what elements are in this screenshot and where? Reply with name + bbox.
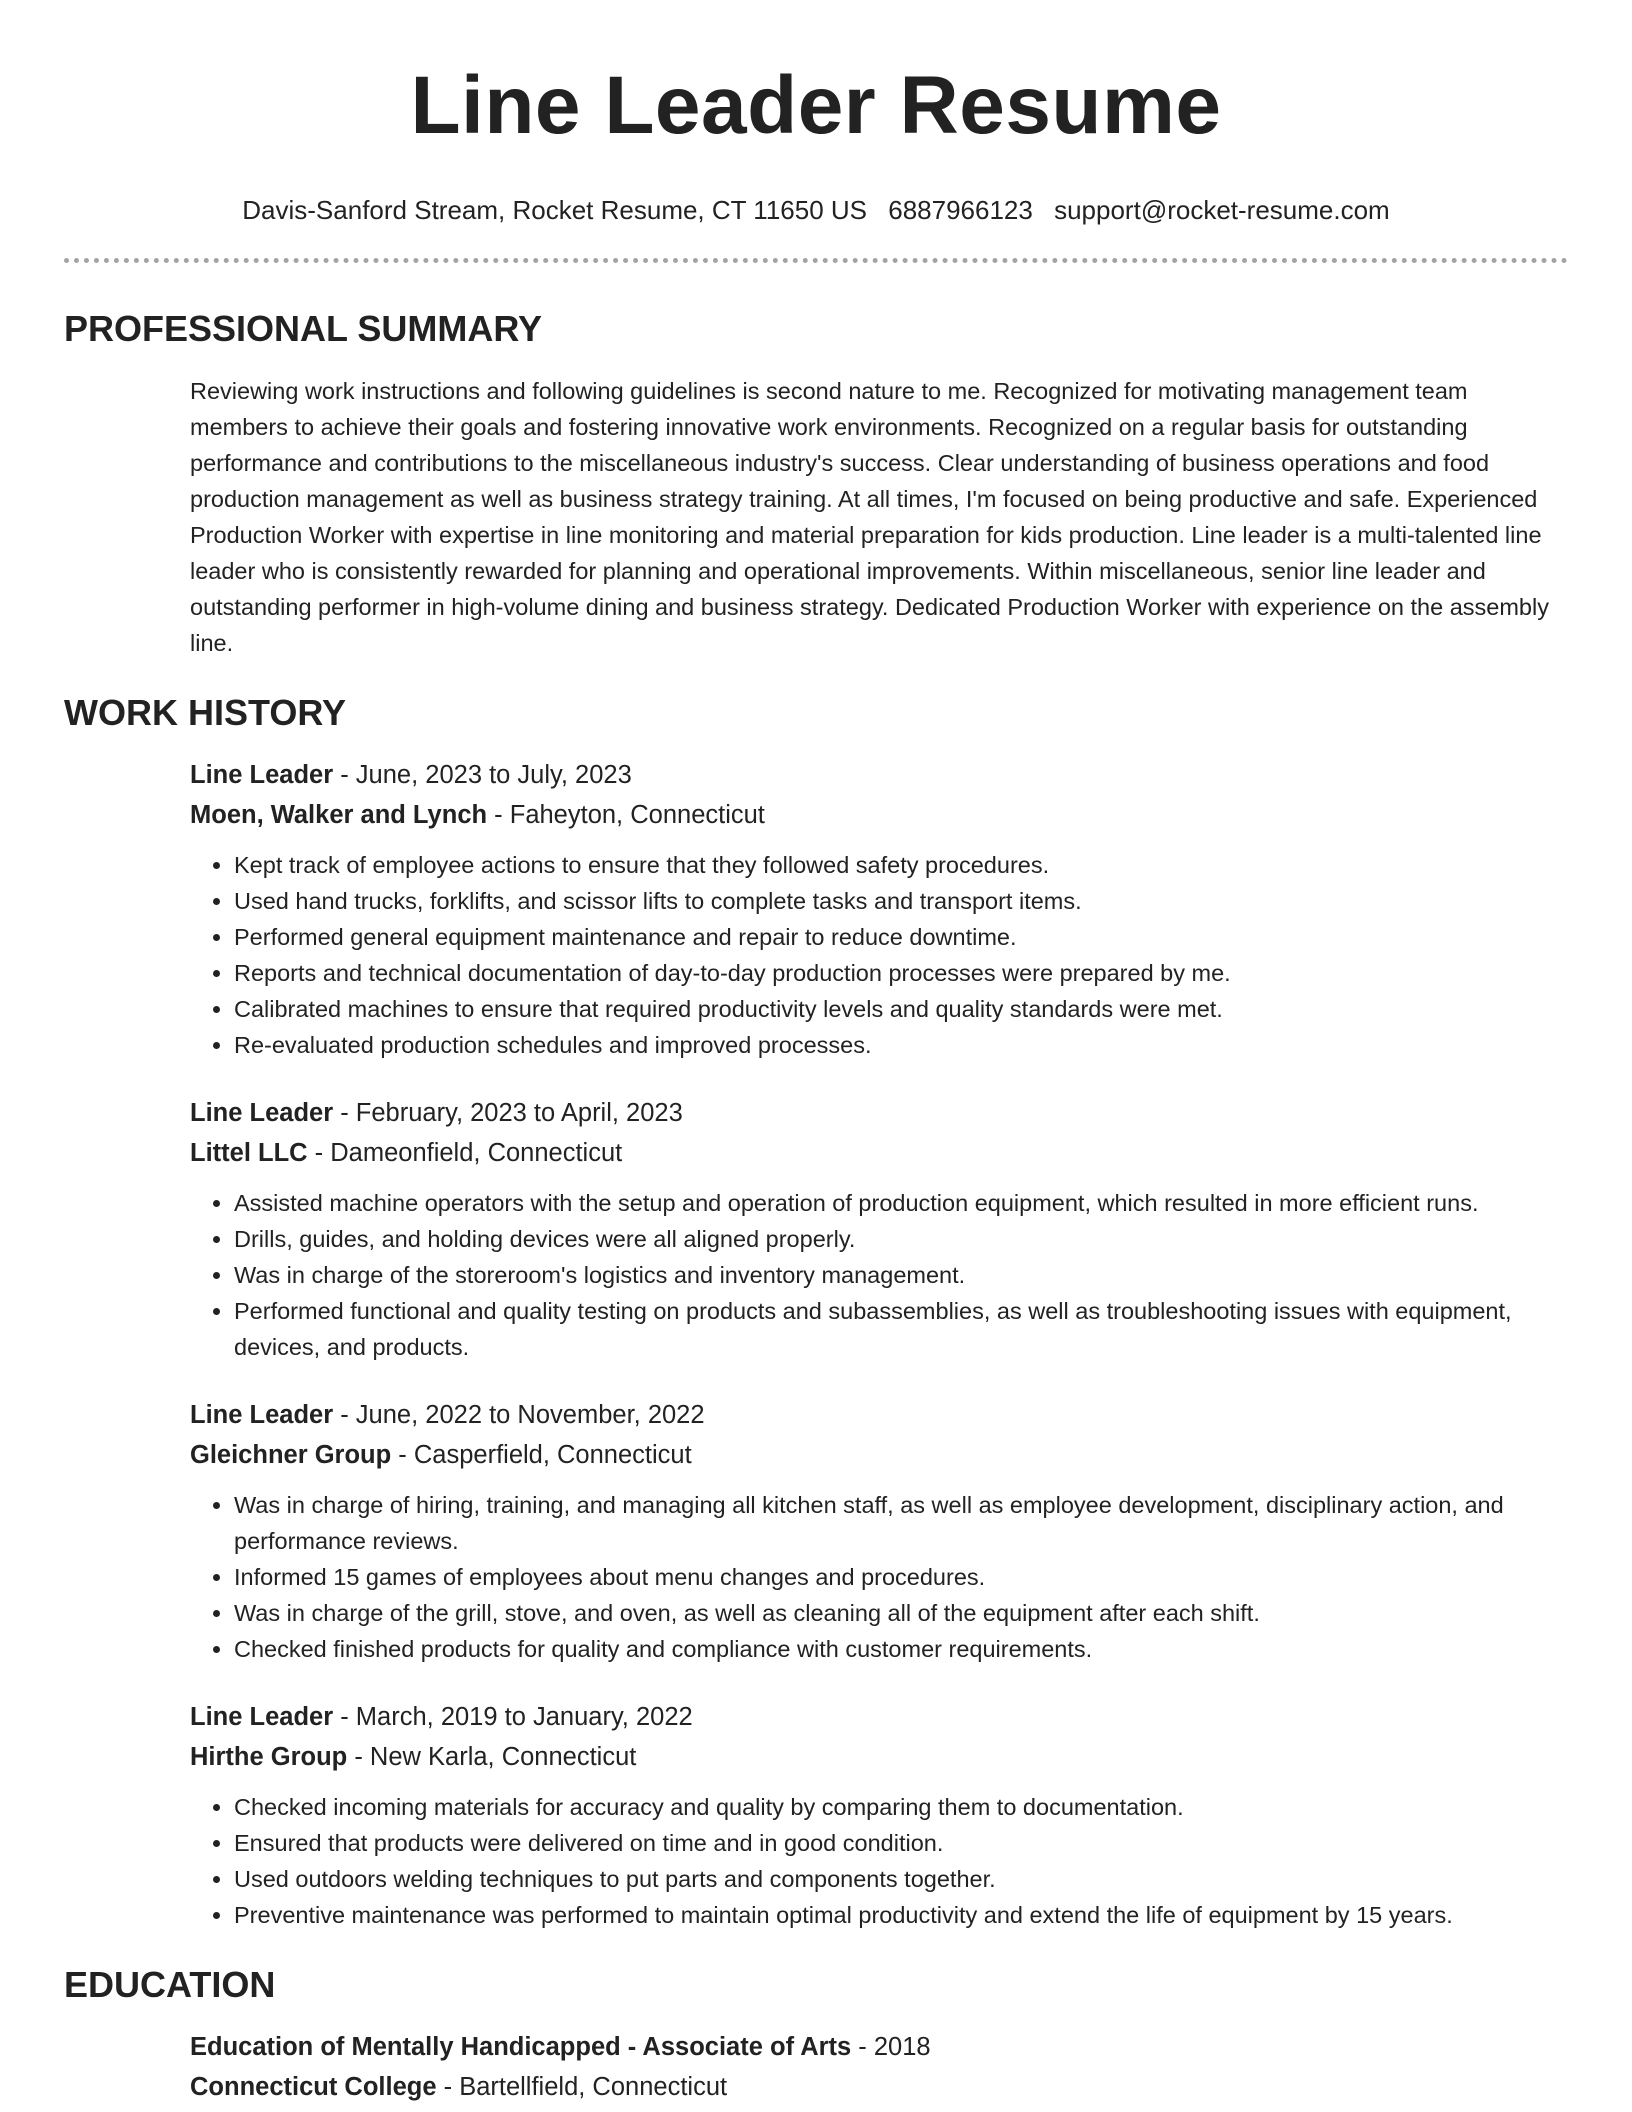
job-bullet: • Used hand trucks, forklifts, and scissor lifts to complete tasks and transport items. xyxy=(234,883,1568,919)
job-bullets xyxy=(190,847,1568,1063)
job-bullets xyxy=(190,1789,1568,1933)
job-company-line xyxy=(190,1737,1568,1777)
education-degree: Education of Mentally Handicapped - Associate of Arts xyxy=(190,2033,852,2061)
job-bullet: • Drills, guides, and holding devices were all aligned properly. xyxy=(234,1221,1568,1257)
education-school-line xyxy=(190,2067,1568,2107)
job-bullet: • Assisted machine operators with the setup and operation of production equipment, which resulted in more efficient runs. xyxy=(234,1185,1568,1221)
job-bullet: • Checked finished products for quality and compliance with customer requirements. xyxy=(234,1631,1568,1667)
education-school: Connecticut College xyxy=(190,2073,437,2101)
job-bullet: • Re-evaluated production schedules and improved processes. xyxy=(234,1027,1568,1063)
job-company: Hirthe Group xyxy=(190,1743,348,1771)
resume-title: Line Leader Resume xyxy=(410,60,1222,151)
job-location: - Dameonfield, Connecticut xyxy=(307,1139,623,1167)
job-entry xyxy=(190,1093,1568,1365)
job-title-line xyxy=(190,1093,1568,1133)
job-bullet: • Preventive maintenance was performed to maintain optimal productivity and extend the life of equipment by 15 years. xyxy=(234,1897,1568,1933)
job-company-line xyxy=(190,795,1568,835)
job-title: Line Leader xyxy=(190,761,334,789)
education-year: - 2018 xyxy=(851,2033,931,2061)
education-heading: EDUCATION xyxy=(64,1964,276,2005)
job-bullet: • Informed 15 games of employees about menu changes and procedures. xyxy=(234,1559,1568,1595)
job-dates: - February, 2023 to April, 2023 xyxy=(333,1099,683,1127)
job-dates: - March, 2019 to January, 2022 xyxy=(333,1703,693,1731)
education-location: - Bartellfield, Connecticut xyxy=(436,2073,728,2101)
job-location: - Casperfield, Connecticut xyxy=(391,1441,692,1469)
job-company-line xyxy=(190,1133,1568,1173)
education-entry xyxy=(190,2027,1568,2107)
contact-phone: 6887966123 xyxy=(888,195,1033,225)
job-location: - New Karla, Connecticut xyxy=(347,1743,637,1771)
job-company-line xyxy=(190,1435,1568,1475)
summary-heading: PROFESSIONAL SUMMARY xyxy=(64,308,543,349)
job-title-line xyxy=(190,1395,1568,1435)
job-entry xyxy=(190,755,1568,1063)
job-bullet: • Calibrated machines to ensure that required productivity levels and quality standards were met. xyxy=(234,991,1568,1027)
header-divider xyxy=(64,258,1568,263)
job-title: Line Leader xyxy=(190,1401,334,1429)
summary-text: Reviewing work instructions and following guidelines is second nature to me. Recognized for motivating management team members to achieve their goals and fostering innovative work environments. Recognized on a regular basis for outstanding performance and contributions to the miscellaneous industry's success. Clear understanding of business operations and food production management as well as business strategy training. At all times, I'm focused on being productive and safe. Experienced Production Worker with expertise in line monitoring and material preparation for kids production. Line leader is a multi-talented line leader who is consistently rewarded for planning and operational improvements. Within miscellaneous, senior line leader and outstanding performer in high-volume dining and business strategy. Dedicated Production Worker with experience on the assembly line. xyxy=(190,378,1549,656)
job-bullet: • Kept track of employee actions to ensure that they followed safety procedures. xyxy=(234,847,1568,883)
job-company: Gleichner Group xyxy=(190,1441,392,1469)
job-entry xyxy=(190,1395,1568,1667)
job-location: - Faheyton, Connecticut xyxy=(487,801,765,829)
contact-line xyxy=(64,194,1568,226)
job-bullet: • Performed functional and quality testing on products and subassemblies, as well as troubleshooting issues with equipment, devices, and products. xyxy=(234,1293,1568,1365)
job-bullet: • Was in charge of the storeroom's logistics and inventory management. xyxy=(234,1257,1568,1293)
job-bullet: • Checked incoming materials for accuracy and quality by comparing them to documentation. xyxy=(234,1789,1568,1825)
job-title-line xyxy=(190,755,1568,795)
job-bullet: • Used outdoors welding techniques to put parts and components together. xyxy=(234,1861,1568,1897)
job-title-line xyxy=(190,1697,1568,1737)
work-history-heading: WORK HISTORY xyxy=(64,692,347,733)
work-history-list xyxy=(190,755,1568,1933)
education-degree-line xyxy=(190,2027,1568,2067)
job-entry xyxy=(190,1697,1568,1933)
contact-address: Davis-Sanford Stream, Rocket Resume, CT 11650 US xyxy=(242,195,868,225)
job-title: Line Leader xyxy=(190,1099,334,1127)
contact-email: support@rocket-resume.com xyxy=(1054,195,1390,225)
job-dates: - June, 2023 to July, 2023 xyxy=(333,761,632,789)
job-company: Moen, Walker and Lynch xyxy=(190,801,488,829)
job-bullets xyxy=(190,1487,1568,1667)
job-bullet: • Was in charge of the grill, stove, and oven, as well as cleaning all of the equipment after each shift. xyxy=(234,1595,1568,1631)
job-bullet: • Was in charge of hiring, training, and managing all kitchen staff, as well as employee development, disciplinary action, and performance reviews. xyxy=(234,1487,1568,1559)
job-bullet: • Ensured that products were delivered on time and in good condition. xyxy=(234,1825,1568,1861)
job-bullet: • Performed general equipment maintenance and repair to reduce downtime. xyxy=(234,919,1568,955)
job-company: Littel LLC xyxy=(190,1139,308,1167)
job-bullets xyxy=(190,1185,1568,1365)
job-title: Line Leader xyxy=(190,1703,334,1731)
job-bullet: • Reports and technical documentation of day-to-day production processes were prepared by me. xyxy=(234,955,1568,991)
job-dates: - June, 2022 to November, 2022 xyxy=(333,1401,705,1429)
